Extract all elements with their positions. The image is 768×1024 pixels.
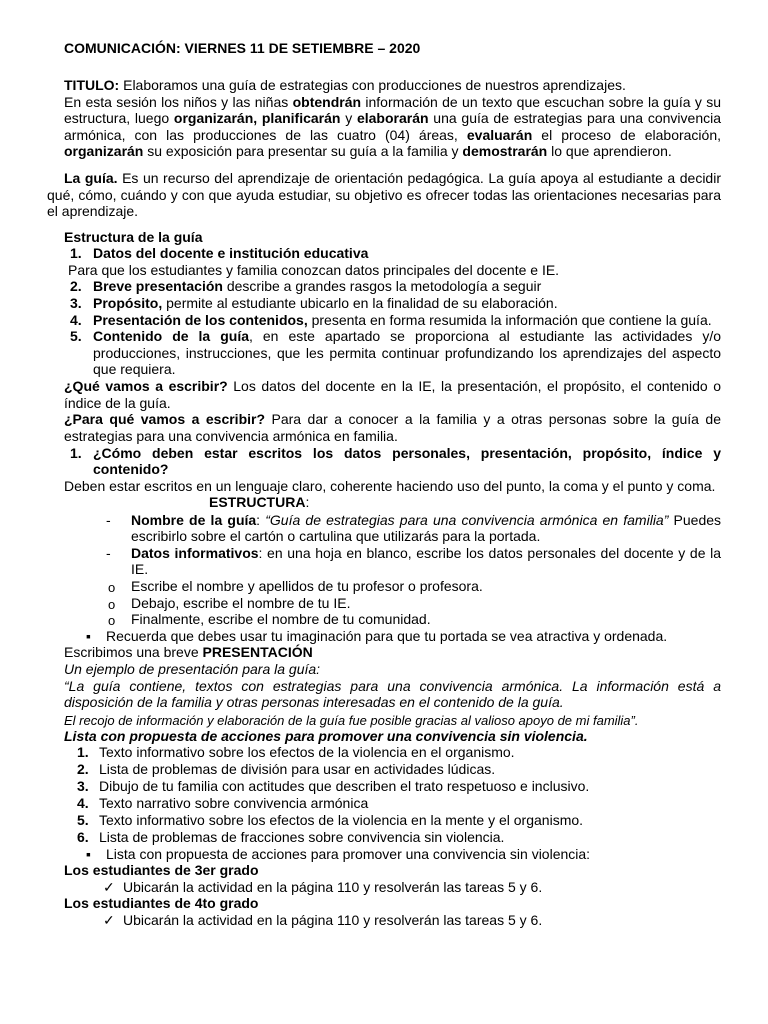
sub-item: Finalmente, escribe el nombre de tu comunidad. [131,611,431,627]
list-number: 3. [70,295,82,311]
estructura-item-note: Para que los estudiantes y familia conozcan datos principales del docente e IE. [68,262,560,278]
grado-3-title: Los estudiantes de 3er grado [64,862,259,878]
intro-line: organizarán su exposición para presentar su guía a la familia y demostrarán lo que aprendieron. [64,143,672,159]
como-deben-line: Deben estar escritos en un lenguaje claro, coherente haciendo uso del punto, la coma y el punto y coma. [64,478,716,494]
estructura-item: Breve presentación describe a grandes rasgos la metodología a seguir [93,278,542,294]
dash-bullet: - [106,512,111,528]
nombre-guia-line: escribirlo sobre el cartón o cartulina que utilizarás para la portada. [131,528,541,544]
circle-bullet: o [108,597,116,612]
sub-item: Debajo, escribe el nombre de tu IE. [131,595,351,611]
nombre-guia-line: Nombre de la guía: “Guía de estrategias para una convivencia armónica en familia” Puedes [131,512,722,528]
list-number: 1. [70,445,82,461]
datos-informativos-line: Datos informativos: en una hoja en blanco, escribe los datos personales del docente y de la [131,545,721,561]
como-deben-line: contenido? [93,461,169,477]
list-number: 1. [70,245,82,261]
lista-item: Lista de problemas de división para usar en actividades lúdicas. [99,761,496,777]
checkmark-icon: ✓ [103,912,115,928]
sub-item: Escribe el nombre y apellidos de tu profesor o profesora. [131,578,483,594]
lista-title: Lista con propuesta de acciones para promover una convivencia sin violencia. [64,728,588,744]
estructura-item-continued: que requiera. [93,361,176,377]
list-number: 5. [70,328,82,344]
guia-paragraph-line: qué, cómo, cuándo y con que ayuda estudiar, su objetivo es ofrecer todas las orientaciones necesarias para [47,187,721,203]
circle-bullet: o [108,613,116,628]
estructura-label: ESTRUCTURA: [209,494,310,510]
document-heading: COMUNICACIÓN: VIERNES 11 DE SETIEMBRE – 2020 [64,40,421,56]
lista-item: Texto informativo sobre los efectos de la violencia en el organismo. [99,744,515,760]
guia-paragraph-line: el aprendizaje. [47,203,139,219]
como-deben-line: ¿Cómo deben estar escritos los datos personales, presentación, propósito, índice y [93,445,721,461]
list-number: 6. [77,829,89,845]
list-number: 1. [77,744,89,760]
grado-3-text: Ubicarán la actividad en la página 110 y resolverán las tareas 5 y 6. [123,879,543,895]
datos-informativos-line: IE. [131,561,149,577]
intro-line: En esta sesión los niños y las niñas obtendrán información de un texto que escuchan sobre la guía y su [64,94,722,110]
guia-paragraph-line: La guía. Es un recurso del aprendizaje de orientación pedagógica. La guía apoya al estudiante a decidir [64,170,721,186]
presentacion-quote: El recojo de información y elaboración de la guía fue posible gracias al valioso apoyo de mi familia”. [64,713,639,728]
intro-line: estructura, luego organizarán, planificarán y elaborarán una guía de estrategias para una convivencia [64,110,721,126]
que-escribir-line: índice de la guía. [64,395,171,411]
circle-bullet: o [108,580,116,595]
estructura-item: Datos del docente e institución educativa [93,245,369,261]
presentacion-line: Escribimos una breve PRESENTACIÓN [64,644,313,660]
lista-item: Texto informativo sobre los efectos de la violencia en la mente y el organismo. [99,812,584,828]
para-que-line: ¿Para qué vamos a escribir? Para dar a conocer a la familia y a otras personas sobre la guía de [64,411,722,427]
estructura-item: Presentación de los contenidos, presenta en forma resumida la información que contiene la guía. [93,312,712,328]
grado-4-title: Los estudiantes de 4to grado [64,895,259,911]
para-que-line: estrategias para una convivencia armónica en familia. [64,428,398,444]
que-escribir-line: ¿Qué vamos a escribir? Los datos del docente en la IE, la presentación, el propósito, el contenido o [64,378,721,394]
list-number: 3. [77,778,89,794]
list-number: 2. [77,761,89,777]
estructura-item: Contenido de la guía, en este apartado se proporciona al estudiante las actividades y/o [93,328,721,344]
square-bullet: ▪ [86,628,91,644]
presentacion-quote: disposición de la familia y otras personas interesadas en el contenido de la guía. [64,694,564,710]
estructura-title: Estructura de la guía [64,229,203,245]
dash-bullet: - [106,545,111,561]
estructura-item: Propósito, permite al estudiante ubicarlo en la finalidad de su elaboración. [93,295,558,311]
square-bullet: ▪ [86,846,91,862]
grado-4-text: Ubicarán la actividad en la página 110 y resolverán las tareas 5 y 6. [123,912,543,928]
estructura-item-continued: producciones, instrucciones, que les permita continuar profundizando los aprendizajes del aspecto [93,345,721,361]
presentacion-example: Un ejemplo de presentación para la guía: [64,661,321,677]
checkmark-icon: ✓ [103,879,115,895]
lista-item: Lista de problemas de fracciones sobre convivencia sin violencia. [99,829,505,845]
titulo-line: TITULO: Elaboramos una guía de estrategias con producciones de nuestros aprendizajes. [64,77,626,93]
list-number: 4. [77,795,89,811]
lista-item: Texto narrativo sobre convivencia armónica [99,795,369,811]
lista-item: Dibujo de tu familia con actitudes que describen el trato respetuoso e inclusivo. [99,778,590,794]
list-number: 4. [70,312,82,328]
lista-bullet-line: Lista con propuesta de acciones para promover una convivencia sin violencia: [106,846,591,862]
list-number: 5. [77,812,89,828]
list-number: 2. [70,278,82,294]
presentacion-quote: “La guía contiene, textos con estrategias para una convivencia armónica. La información está a [64,678,721,694]
intro-line: armónica, con las producciones de las cuatro (04) áreas, evaluarán el proceso de elaboración, [64,127,722,143]
recuerda-line: Recuerda que debes usar tu imaginación para que tu portada se vea atractiva y ordenada. [106,628,668,644]
